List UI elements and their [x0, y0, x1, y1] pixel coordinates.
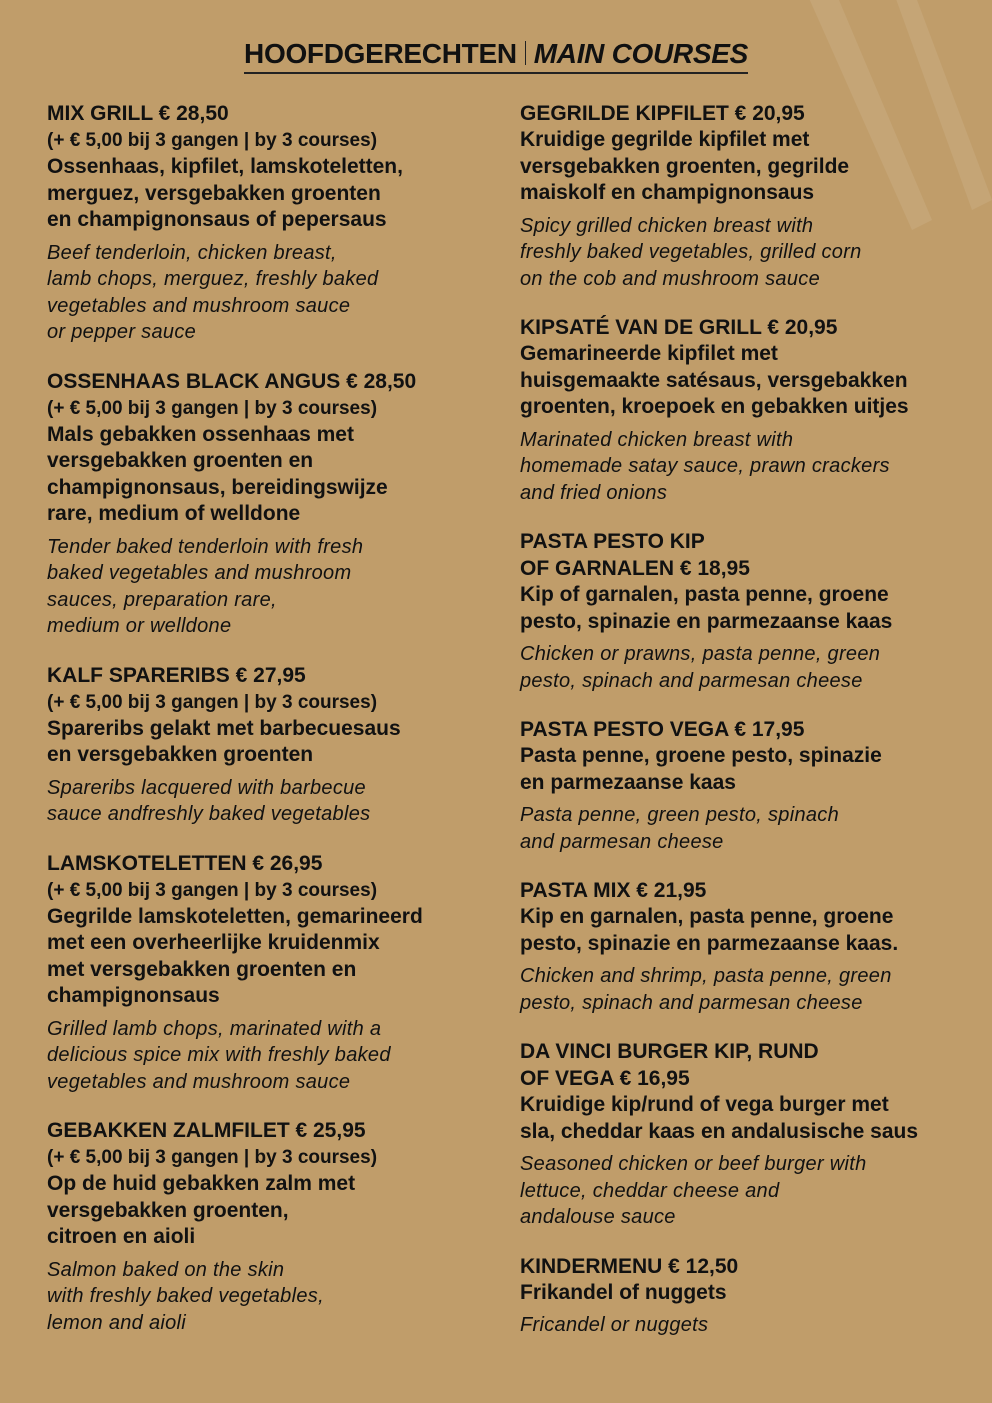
left-column — [47, 100, 477, 1358]
description-line: versgebakken groenten en — [47, 449, 314, 472]
description-line: Tender baked tenderloin with fresh — [47, 535, 364, 558]
description-line: and fried onions — [520, 481, 668, 504]
menu-item-title: KINDERMENU € 12,50 — [520, 1254, 739, 1278]
menu-item — [520, 716, 970, 855]
menu-item-description-en — [520, 427, 970, 507]
description-line: en parmezaanse kaas — [520, 770, 736, 794]
description-line: vegetables and mushroom sauce — [47, 294, 351, 317]
menu-item — [520, 100, 970, 292]
description-line: vegetables and mushroom sauce — [47, 1070, 351, 1093]
description-line: and parmesan cheese — [520, 830, 724, 853]
menu-item-course-note: (+ € 5,00 bij 3 gangen | by 3 courses) — [47, 691, 378, 713]
menu-item-title: PASTA PESTO VEGA € 17,95 — [520, 718, 805, 741]
menu-item-description-en — [520, 213, 970, 293]
page-header — [0, 38, 992, 74]
description-line: Spareribs gelakt met barbecuesaus — [47, 716, 401, 740]
menu-item-course-note: (+ € 5,00 bij 3 gangen | by 3 courses) — [47, 1147, 378, 1168]
description-line: champignonsaus — [47, 984, 220, 1007]
description-line: citroen en aioli — [47, 1225, 196, 1248]
menu-item — [47, 100, 477, 346]
menu-item — [520, 314, 970, 506]
menu-item — [520, 1253, 970, 1339]
description-line: lettuce, cheddar cheese and — [520, 1179, 780, 1202]
description-line: Mals gebakken ossenhaas met — [47, 422, 354, 446]
menu-item-description-nl — [47, 422, 477, 528]
menu-item-description-en — [47, 240, 477, 346]
description-line: en versgebakken groenten — [47, 743, 314, 766]
menu-item-title: GEBAKKEN ZALMFILET € 25,95 — [47, 1119, 366, 1142]
description-line: with freshly baked vegetables, — [47, 1285, 324, 1307]
description-line: pesto, spinazie en parmezaanse kaas — [520, 609, 893, 633]
description-line: Spicy grilled chicken breast with — [520, 214, 814, 237]
menu-item — [520, 528, 970, 694]
menu-item-description-en — [47, 534, 477, 640]
menu-item-title: LAMSKOTELETTEN € 26,95 — [47, 851, 323, 875]
header-title-en: MAIN COURSES — [533, 38, 748, 69]
menu-item-description-nl — [520, 1280, 970, 1307]
description-line: Kip of garnalen, pasta penne, groene — [520, 583, 889, 606]
description-line: lamb chops, merguez, freshly baked — [47, 268, 379, 290]
description-line: baked vegetables and mushroom — [47, 562, 352, 584]
menu-item-description-en — [47, 1257, 477, 1337]
menu-item-description-nl — [47, 716, 477, 769]
description-line: andalouse sauce — [520, 1206, 676, 1228]
menu-item-title: PASTA MIX € 21,95 — [520, 879, 707, 902]
menu-item-description-nl — [520, 127, 970, 207]
menu-item-description-nl — [520, 1092, 970, 1145]
menu-item-title: OF GARNALEN € 18,95 — [520, 557, 750, 580]
menu-item-title: KALF SPARERIBS € 27,95 — [47, 663, 306, 687]
menu-item-description-en — [520, 802, 970, 855]
description-line: Op de huid gebakken zalm met — [47, 1172, 356, 1195]
menu-item-course-note: (+ € 5,00 bij 3 gangen | by 3 courses) — [47, 879, 378, 901]
menu-item-title: DA VINCI BURGER KIP, RUND — [520, 1040, 819, 1063]
description-line: Kruidige gegrilde kipfilet met — [520, 128, 810, 151]
description-line: sauce andfreshly baked vegetables — [47, 803, 371, 825]
description-line: Spareribs lacquered with barbecue — [47, 776, 366, 799]
description-line: versgebakken groenten, gegrilde — [520, 154, 850, 178]
description-line: Gegrilde lamskoteletten, gemarineerd — [47, 904, 423, 928]
description-line: Kruidige kip/rund of vega burger met — [520, 1093, 889, 1116]
menu-item-description-nl — [520, 904, 970, 957]
menu-item — [47, 1117, 477, 1336]
description-line: Beef tenderloin, chicken breast, — [47, 241, 337, 264]
description-line: met versgebakken groenten en — [47, 957, 357, 981]
header-divider — [525, 41, 526, 65]
menu-item — [47, 662, 477, 828]
description-line: freshly baked vegetables, grilled corn — [520, 241, 862, 263]
description-line: versgebakken groenten, — [47, 1198, 289, 1222]
menu-item-description-en — [520, 1151, 970, 1231]
description-line: pesto, spinach and parmesan cheese — [520, 991, 863, 1014]
menu-item-description-en — [47, 1016, 477, 1096]
description-line: huisgemaakte satésaus, versgebakken — [520, 368, 908, 392]
menu-item-description-en — [520, 1312, 970, 1339]
description-line: Marinated chicken breast with — [520, 428, 794, 451]
description-line: Salmon baked on the skin — [47, 1258, 285, 1281]
description-line: met een overheerlijke kruidenmix — [47, 931, 380, 954]
menu-item-title: KIPSATÉ VAN DE GRILL € 20,95 — [520, 316, 838, 339]
header-title — [244, 38, 748, 74]
menu-item-description-en — [520, 641, 970, 694]
description-line: Chicken or prawns, pasta penne, green — [520, 643, 881, 665]
description-line: champignonsaus, bereidingswijze — [47, 475, 388, 499]
menu-item-title: PASTA PESTO KIP — [520, 530, 705, 553]
description-line: Chicken and shrimp, pasta penne, green — [520, 965, 892, 987]
menu-item-description-nl — [520, 582, 970, 635]
description-line: maiskolf en champignonsaus — [520, 181, 815, 204]
description-line: Seasoned chicken or beef burger with — [520, 1153, 867, 1175]
menu-item-description-nl — [520, 341, 970, 421]
description-line: Ossenhaas, kipfilet, lamskoteletten, — [47, 155, 403, 178]
menu-item-course-note: (+ € 5,00 bij 3 gangen | by 3 courses) — [47, 397, 378, 419]
description-line: Grilled lamb chops, marinated with a — [47, 1017, 382, 1040]
menu-item-description-en — [47, 775, 477, 828]
description-line: Pasta penne, groene pesto, spinazie — [520, 744, 882, 767]
menu-item — [520, 877, 970, 1016]
description-line: medium or welldone — [47, 615, 232, 637]
description-line: groenten, kroepoek en gebakken uitjes — [520, 395, 909, 418]
description-line: on the cob and mushroom sauce — [520, 267, 820, 290]
description-line: Gemarineerde kipfilet met — [520, 342, 778, 365]
menu-item-title: OF VEGA € 16,95 — [520, 1067, 690, 1090]
menu-item — [47, 850, 477, 1096]
menu-item-title: MIX GRILL € 28,50 — [47, 102, 229, 125]
description-line: or pepper sauce — [47, 321, 197, 343]
description-line: delicious spice mix with freshly baked — [47, 1044, 391, 1066]
menu-item — [520, 1038, 970, 1231]
description-line: en champignonsaus of pepersaus — [47, 208, 387, 231]
menu-item — [47, 368, 477, 640]
menu-item-description-nl — [47, 904, 477, 1010]
menu-item-description-nl — [47, 154, 477, 234]
menu-item-course-note: (+ € 5,00 bij 3 gangen | by 3 courses) — [47, 130, 378, 151]
description-line: Fricandel or nuggets — [520, 1314, 709, 1336]
description-line: pesto, spinazie en parmezaanse kaas. — [520, 931, 899, 955]
description-line: lemon and aioli — [47, 1311, 187, 1334]
menu-item-description-nl — [47, 1171, 477, 1251]
menu-item-description-en — [520, 963, 970, 1016]
description-line: rare, medium of welldone — [47, 502, 301, 525]
menu-item-title: GEGRILDE KIPFILET € 20,95 — [520, 102, 805, 125]
header-title-nl: HOOFDGERECHTEN — [244, 38, 517, 69]
menu-item-title: OSSENHAAS BLACK ANGUS € 28,50 — [47, 369, 417, 393]
menu-item-description-nl — [520, 743, 970, 796]
description-line: sauces, preparation rare, — [47, 588, 277, 611]
description-line: Pasta penne, green pesto, spinach — [520, 804, 840, 826]
description-line: pesto, spinach and parmesan cheese — [520, 669, 863, 692]
description-line: Frikandel of nuggets — [520, 1280, 727, 1304]
description-line: Kip en garnalen, pasta penne, groene — [520, 905, 894, 928]
description-line: homemade satay sauce, prawn crackers — [520, 455, 890, 477]
description-line: sla, cheddar kaas en andalusische saus — [520, 1119, 919, 1143]
description-line: merguez, versgebakken groenten — [47, 181, 381, 205]
right-column — [520, 100, 970, 1361]
